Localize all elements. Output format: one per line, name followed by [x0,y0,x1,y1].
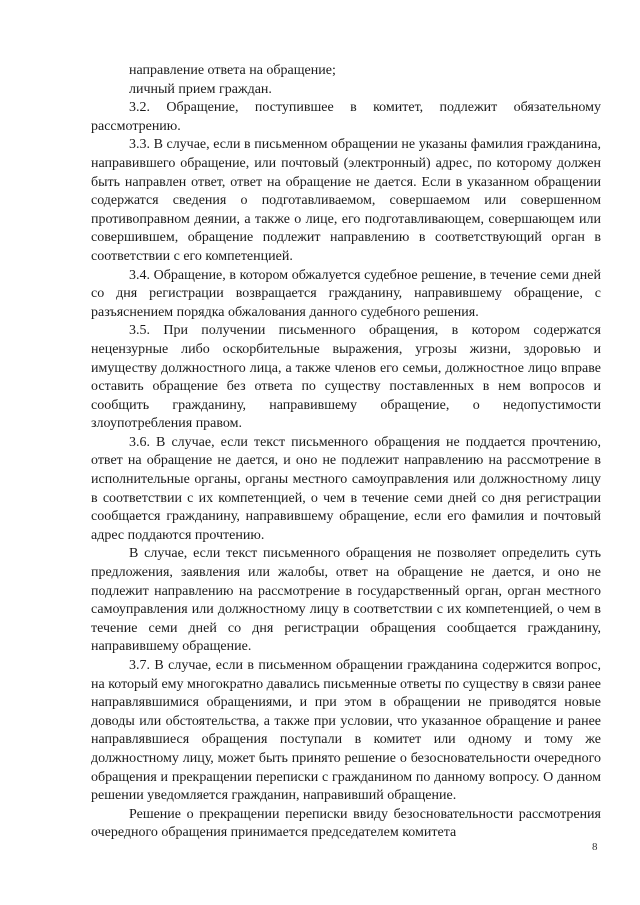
list-item: личный прием граждан. [129,81,272,97]
clause-3-3: 3.3. В случае, если в письменном обращении не указаны фамилия гражданина, направившего обращение, или почтовый (электронный) адрес, по которому должен быть направлен ответ, ответ на обращение не дается. Если в указанном обращении содержатся сведения о подготавливаемом, совершаемом или совершенном противоправном деянии, а также о лице, его подготавливающем, совершающем или совершившем, обращение подлежит направлению в соответствующий орган в соответствии с его компетенцией. [91,137,601,264]
clause-3-7-continued: Решение о прекращении переписки ввиду безосновательности рассмотрения очередного обращения принимается председателем комитета [91,806,601,841]
clause-3-5: 3.5. При получении письменного обращения, в котором содержатся нецензурные либо оскорбительные выражения, угрозы жизни, здоровью и имуществу должностного лица, а также членов его семьи, должностное лицо вправе оставить обращение без ответа по существу поставленных в нем вопросов и сообщить гражданину, направившему обращение, о недопустимости злоупотребления правом. [91,323,601,432]
clause-3-7: 3.7. В случае, если в письменном обращении гражданина содержится вопрос, на который ему многократно давались письменные ответы по существу в связи ранее направлявшимися обращениями, и при этом в обращении не приводятся новые доводы или обстоятельства, а также при условии, что указанное обращение и ранее направлявшиеся обращения поступали в комитет или одному и тому же должностному лицу, может быть принято решение о безосновательности очередного обращения и прекращении переписки с гражданином по данному вопросу. О данном решении уведомляется гражданин, направивший обращение. [91,658,601,804]
list-item: направление ответа на обращение; [129,63,336,78]
clause-3-2: 3.2. Обращение, поступившее в комитет, подлежит обязательному рассмотрению. [91,100,601,134]
clause-3-6: 3.6. В случае, если текст письменного обращения не поддается прочтению, ответ на обращение не дается, и оно не подлежит направлению на рассмотрение в исполнительные органы, органы местного самоуправления или должностному лицу в соответствии с их компетенцией, о чем в течение семи дней со дня регистрации сообщается гражданину, направившему обращение, если его фамилия и почтовый адрес поддаются прочтению. [91,434,601,543]
page-number: 8 [592,841,598,853]
document-page [91,62,601,843]
clause-3-4: 3.4. Обращение, в котором обжалуется судебное решение, в течение семи дней со дня регистрации возвращается гражданину, направившему обращение, с разъяснением порядка обжалования данного судебного решения. [91,267,601,320]
clause-3-6-continued: В случае, если текст письменного обращения не позволяет определить суть предложения, заявления или жалобы, ответ на обращение не дается, и оно не подлежит направлению на рассмотрение в государственный орган, орган местного самоуправления или должностному лицу в соответствии с их компетенцией, о чем в течение семи дней со дня регистрации обращения сообщается гражданину, направившему обращение. [91,546,601,655]
